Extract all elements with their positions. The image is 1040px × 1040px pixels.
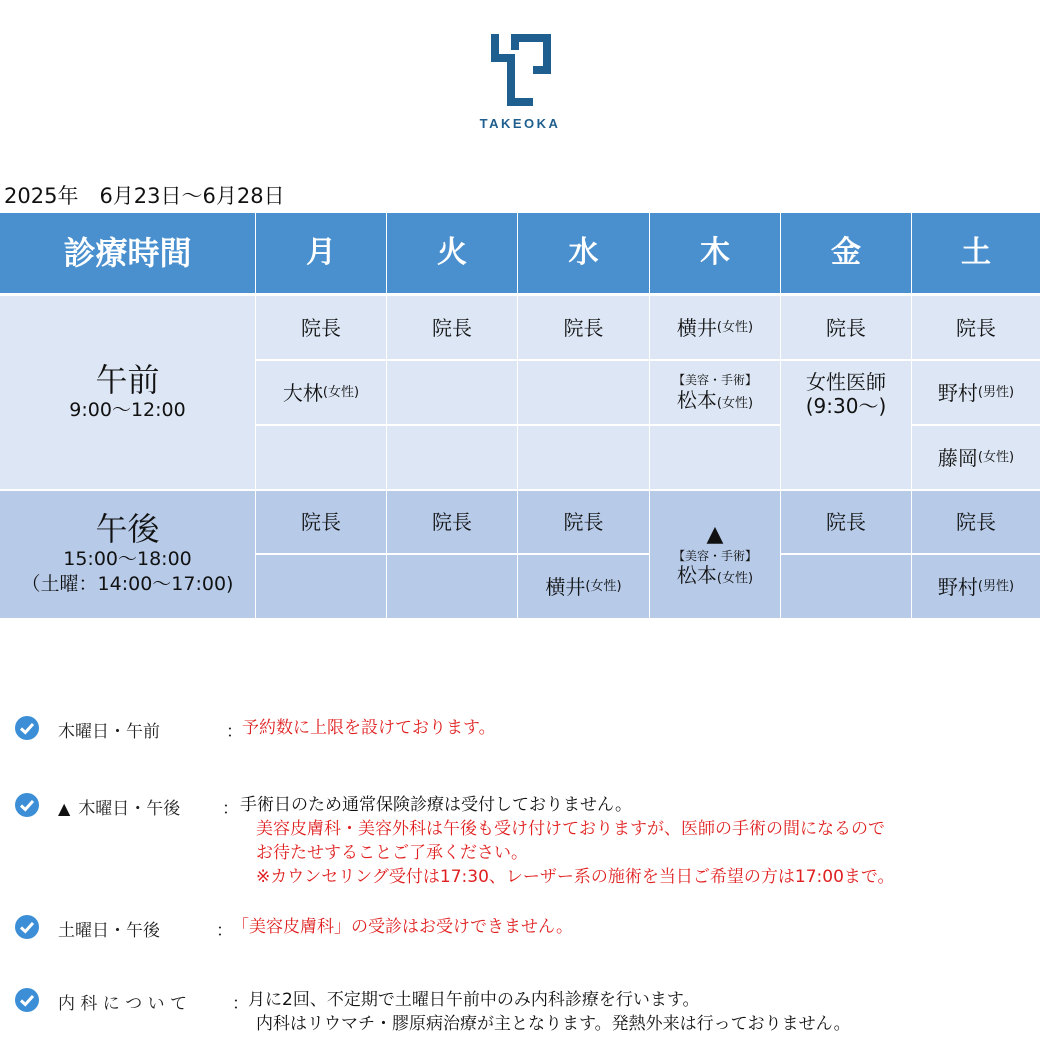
pm-label: 午後 bbox=[95, 510, 160, 549]
am1-mon: 院長 bbox=[256, 296, 386, 359]
pm-thu-tag: 【美容・手術】 bbox=[672, 548, 757, 563]
note2-line3: お待たせすることご了承ください。 bbox=[256, 843, 528, 863]
schedule-table bbox=[0, 213, 1040, 618]
note2-line4: ※カウンセリング受付は17:30、レーザー系の施術を当日ご希望の方は17:00まで。 bbox=[256, 867, 895, 887]
am3-sat-name: 藤岡 bbox=[937, 445, 978, 470]
pm1-wed: 院長 bbox=[518, 491, 649, 553]
am2-fri-line2: (9:30～) bbox=[805, 394, 887, 418]
note1-colon: ： bbox=[226, 722, 243, 742]
pm-thu-name: 松本 bbox=[676, 562, 717, 587]
pm1-fri: 院長 bbox=[781, 491, 911, 553]
am3-thu bbox=[650, 426, 780, 489]
am2-thu-name: 松本 bbox=[676, 387, 717, 412]
check-circle-icon bbox=[14, 792, 40, 818]
note2-line2: 美容皮膚科・美容外科は午後も受け付けておりますが、医師の手術の間になるので bbox=[256, 819, 885, 839]
note2-colon: ： bbox=[222, 799, 239, 819]
am3-sat-note: (女性) bbox=[977, 449, 1015, 465]
am2-sat-note: (男性) bbox=[977, 384, 1015, 400]
note4-colon: ： bbox=[232, 994, 249, 1014]
header-fri: 金 bbox=[781, 213, 911, 293]
am2-fri-line1: 女性医師 bbox=[806, 370, 886, 394]
am1-thu-name: 横井 bbox=[676, 315, 717, 340]
am2-mon-name: 大林 bbox=[282, 380, 323, 405]
note3-colon: ： bbox=[216, 921, 233, 941]
am2-mon bbox=[256, 361, 386, 424]
am1-fri: 院長 bbox=[781, 296, 911, 359]
am1-sat: 院長 bbox=[912, 296, 1040, 359]
pm2-wed-note: (女性) bbox=[585, 578, 622, 594]
check-circle-icon bbox=[14, 987, 40, 1013]
note1-label: 木曜日・午前 bbox=[58, 722, 160, 742]
note4-line1: 月に2回、不定期で土曜日午前中のみ内科診療を行います。 bbox=[248, 990, 700, 1010]
note2-label-wrap bbox=[58, 794, 180, 819]
am-label-cell bbox=[0, 296, 255, 489]
pm-thu bbox=[650, 491, 780, 618]
logo bbox=[470, 30, 570, 131]
am3-wed bbox=[518, 426, 649, 489]
pm2-tue bbox=[387, 555, 517, 618]
pm-time-sat: （土曜：14:00～17:00) bbox=[21, 573, 234, 596]
am2-thu-tag: 【美容・手術】 bbox=[672, 373, 757, 388]
am1-wed: 院長 bbox=[518, 296, 649, 359]
pm1-mon: 院長 bbox=[256, 491, 386, 553]
pm2-wed bbox=[518, 555, 649, 618]
header-thu: 木 bbox=[650, 213, 780, 293]
pm-thu-mark: ▲ bbox=[706, 522, 724, 548]
am-time: 9:00～12:00 bbox=[69, 398, 186, 421]
am-label: 午前 bbox=[95, 360, 160, 399]
am2-mon-note: (女性) bbox=[322, 384, 360, 400]
note3-line1: 「美容皮膚科」の受診はお受けできません。 bbox=[232, 917, 574, 937]
pm2-fri bbox=[781, 555, 911, 618]
am1-thu-note: (女性) bbox=[716, 319, 754, 335]
header-wed: 水 bbox=[518, 213, 649, 293]
header-mon: 月 bbox=[256, 213, 386, 293]
header-sat: 土 bbox=[912, 213, 1040, 293]
pm2-mon bbox=[256, 555, 386, 618]
check-circle-icon bbox=[14, 715, 40, 741]
am2-fri bbox=[781, 361, 911, 489]
note4-line2: 内科はリウマチ・膠原病治療が主となります。発熱外来は行っておりません。 bbox=[256, 1014, 851, 1034]
am2-thu bbox=[650, 361, 780, 424]
header-time: 診療時間 bbox=[0, 213, 255, 293]
am2-tue bbox=[387, 361, 517, 424]
am1-tue: 院長 bbox=[387, 296, 517, 359]
week-label: 2025年 6月23日～6月28日 bbox=[4, 184, 285, 208]
am3-mon bbox=[256, 426, 386, 489]
pm1-tue: 院長 bbox=[387, 491, 517, 553]
note2-label: 木曜日・午後 bbox=[78, 799, 181, 819]
pm-thu-note: (女性) bbox=[716, 570, 754, 586]
pm2-sat-name: 野村 bbox=[937, 574, 978, 599]
am3-tue bbox=[387, 426, 517, 489]
pm1-sat: 院長 bbox=[912, 491, 1040, 553]
check-circle-icon bbox=[14, 914, 40, 940]
note3-label: 土曜日・午後 bbox=[58, 921, 160, 941]
am2-sat bbox=[912, 361, 1040, 424]
pm-time: 15:00～18:00 bbox=[63, 548, 192, 571]
am3-sat bbox=[912, 426, 1040, 489]
pm2-sat bbox=[912, 555, 1040, 618]
note2-mark: ▲ bbox=[58, 799, 71, 818]
takeoka-logo-icon bbox=[481, 30, 559, 108]
am2-thu-note: (女性) bbox=[716, 395, 754, 411]
am2-sat-name: 野村 bbox=[937, 380, 978, 405]
am1-thu bbox=[650, 296, 780, 359]
pm2-sat-note: (男性) bbox=[977, 578, 1015, 594]
pm2-wed-name: 横井 bbox=[545, 574, 586, 599]
note4-label: 内 科 に つ い て bbox=[58, 994, 188, 1014]
am2-wed bbox=[518, 361, 649, 424]
header-tue: 火 bbox=[387, 213, 517, 293]
pm-label-cell bbox=[0, 491, 255, 618]
note1-line1: 予約数に上限を設けております。 bbox=[242, 718, 496, 738]
logo-text: TAKEOKA bbox=[479, 116, 561, 131]
note2-line1: 手術日のため通常保険診療は受付しておりません。 bbox=[240, 795, 633, 815]
